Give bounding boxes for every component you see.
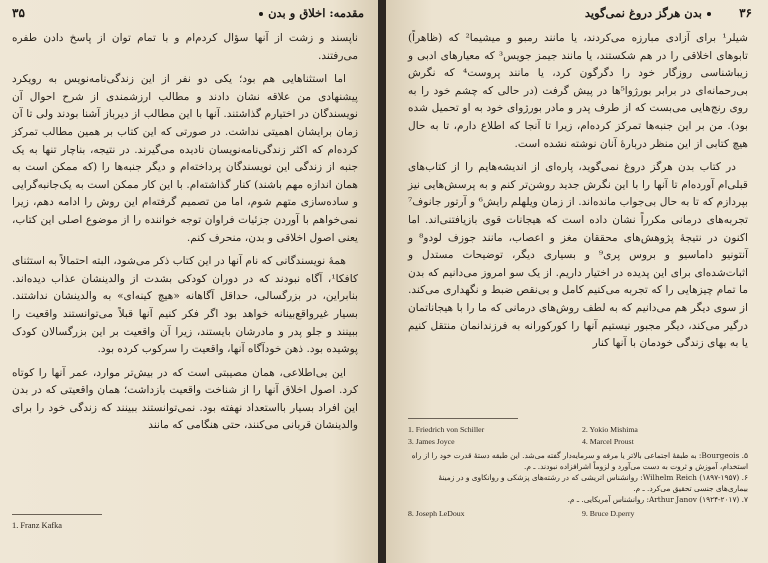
footnotes-persian xyxy=(408,450,748,505)
right-running-head xyxy=(585,6,716,20)
footnote: ۵. Bourgeois: به طبقهٔ اجتماعی بالاتر یا مرفه و سرمایه‌دار گفته می‌شد. این طبقه دستهٔ قدرت خود را از راه استخدام، آموزش و ثروت به دست می‌آورد و لزوماً اشرافزاده نبودند. ـ م. xyxy=(411,451,748,472)
left-page-number: ۳۵ xyxy=(12,6,25,20)
footnote: 8. Joseph LeDoux xyxy=(408,509,465,519)
footnote: 4. Marcel Proust xyxy=(582,436,634,446)
header-bullet-icon xyxy=(707,12,711,16)
footnote: ۷. Arthur Janov (۱۹۲۴-۲۰۱۷): روانشناس آمریکایی. ـ م. xyxy=(567,495,748,505)
left-running-head xyxy=(254,6,364,20)
right-page-text xyxy=(408,30,748,359)
right-running-head-text: بدن هرگز دروغ نمی‌گوید xyxy=(584,6,702,20)
book-gutter xyxy=(378,0,386,563)
footnote-divider xyxy=(12,514,102,515)
paragraph: در کتاب بدن هرگز دروغ نمی‌گوید، پاره‌ای از اندیشه‌هایم را از کتاب‌های قبلی‌ام آورده‌ام تا آنها را با این نگرش جدید روشن‌تر کنم و به پرسش‌هایی نیز بپردازم که تا به حال بی‌جواب مانده‌اند. از زمان ویلهلم رایش⁶ و آرتور جانوف⁷ تجربه‌های درمانی مکرراً نشان داده است که هیجانات قوی بازیافتنی‌اند. اما اکنون در نتیجهٔ پژوهش‌های محققان مغز و اعصاب، مانند جوزف لودو⁸ و آنتونیو داماسیو و بروس پری⁹ و بسیاری دیگر، توضیحات مستدل و اثبات‌شده‌ای برای این پدیده در اختیار داریم. از یک سو امروز می‌دانیم که بدن ما تمام چیزهایی را که تجربه می‌کنیم کامل و بی‌نقص ضبط و نگهداری می‌کند. از سوی دیگر هم می‌دانیم که به لطف روش‌های درمانی که ما را با هیجاناتمان درگیر می‌کند، دیگر مجبور نیستیم آنها را کورکورانه به فرزندانمان منتقل کنیم یا به بهای زندگی خودمان با آنها کنار xyxy=(408,161,748,350)
footnote: 2. Yokio Mishima xyxy=(582,425,638,434)
paragraph: همهٔ نویسندگانی که نام آنها در این کتاب ذکر می‌شود، البته احتمالاً به استثنای کافکا¹، آگاه نبودند که در دوران کودکی بشدت از والدینشان عذاب دیده‌اند. بنابراین، در بزرگسالی، حداقل آگاهانه «هیچ کینه‌ای» به والدینشان نداشتند. بسیار غیرواقع‌بینانه خواهد بود اگر فکر کنیم آنها قبلاً می‌توانستند واقعیت را ببینند و جلو پدر و مادرشان بایستند، زیرا آن واقعیت بر این بزرگسالان کودک پوشیده بود. ذهن خودآگاه آنها، واقعیت را سرکوب کرده بود. xyxy=(12,255,358,356)
left-running-head-text: مقدمه: اخلاق و بدن xyxy=(268,6,364,20)
footnote-divider xyxy=(408,418,518,419)
paragraph: شیلر¹ برای آزادی مبارزه می‌کردند، یا مانند رمبو و میشیما² که (ظاهراً) تابوهای اخلاقی را در هم شکستند، یا مانند جیمز جویس³ که معیارهای ادبی و زیباشناسی روزگار خود را دگرگون کرد، یا مانند پروست⁴ که نگرش بی‌رحمانه‌ای در برابر بورژوا⁵ها در پیش گرفت (در حالی که چشم خود را به روی رنج‌هایی می‌بست که از طرف پدر و مادر بورژوای خود به او تحمیل شده بود). من بر این جنبه‌ها تمرکز کرده‌ام، زیرا تا آنجا که اطلاع دارم، تا به حال هیچ کتابی از این منظر دربارهٔ آنان نوشته نشده است. xyxy=(408,32,748,150)
right-footnotes xyxy=(408,424,748,520)
right-page xyxy=(386,0,768,563)
left-page-text xyxy=(12,30,358,441)
footnote: 9. Bruce D.perry xyxy=(582,509,635,519)
footnotes-latin xyxy=(408,424,748,447)
footnote: 3. James Joyce xyxy=(408,436,455,446)
paragraph: اما استثناهایی هم بود؛ یکی دو نفر از این زندگی‌نامه‌نویس به رویکرد پیشنهادی من علاقه نشان دادند و مطالب ارزشمندی از شرح احوال آن نویسندگان در اختیارم گذاشتند. آنها با این مطالب از دیرباز آشنا بودند ولی تا آن زمان برایشان اهمیتی نداشت. در صورتی که این کتاب بر همین مطالب تمرکز کرده‌ام که اکثر زندگی‌نامه‌نویسان نادیده می‌گیرند. در نتیجه، بناچار تنها به یک جنبه از زندگی این نویسندگان پرداخته‌ام و دیگر جنبه‌ها را (که ممکن است به همان اندازه مهم باشند) کنار گذاشته‌ام. با این کار ممکن است به یک‌جانبه‌گرایی و ساده‌سازی متهم شوم، اما من تصمیم گرفته‌ام این روش را ادامه دهم، زیرا نمی‌خواهم با آوردن جزئیات فراوان توجه خواننده را از موضوع اصلی این کتاب، یعنی اصول اخلاقی و بدن، منحرف کنم. xyxy=(12,73,358,244)
header-bullet-icon xyxy=(259,12,263,16)
paragraph: این بی‌اطلاعی، همان مصیبتی است که در بیش‌تر موارد، عمر آنها را کوتاه کرد. اصول اخلاق آنها را از شناخت واقعیت بازداشت؛ همان واقعیتی که در بدن این افراد بسیار بااستعداد نهفته بود. نمی‌توانستند ببینند که زندگی خود را برای والدینشان قربانی می‌کنند، حتی هنگامی که مانند xyxy=(12,366,358,432)
left-footnote: 1. Franz Kafka xyxy=(12,521,62,530)
right-page-header xyxy=(400,6,752,24)
footnote: ۶. Wilhelm Reich (۱۸۹۷-۱۹۵۷): روانشناس اتریشی که در رشته‌های پزشکی و روانکاوی و در زمینهٔ بیماری‌های جنسی تحقیق می‌کرد. ـ م. xyxy=(438,473,748,494)
right-page-number: ۳۶ xyxy=(739,6,752,20)
left-page-header xyxy=(12,6,364,24)
footnotes-latin-bottom xyxy=(408,508,748,520)
left-page xyxy=(0,0,378,563)
footnote: 1. Friedrich von Schiller xyxy=(408,425,485,434)
paragraph: ناپسند و زشت از آنها سؤال کردم‌ام و با تمام توان از پاسخ دادن طفره می‌رفتند. xyxy=(12,32,358,62)
